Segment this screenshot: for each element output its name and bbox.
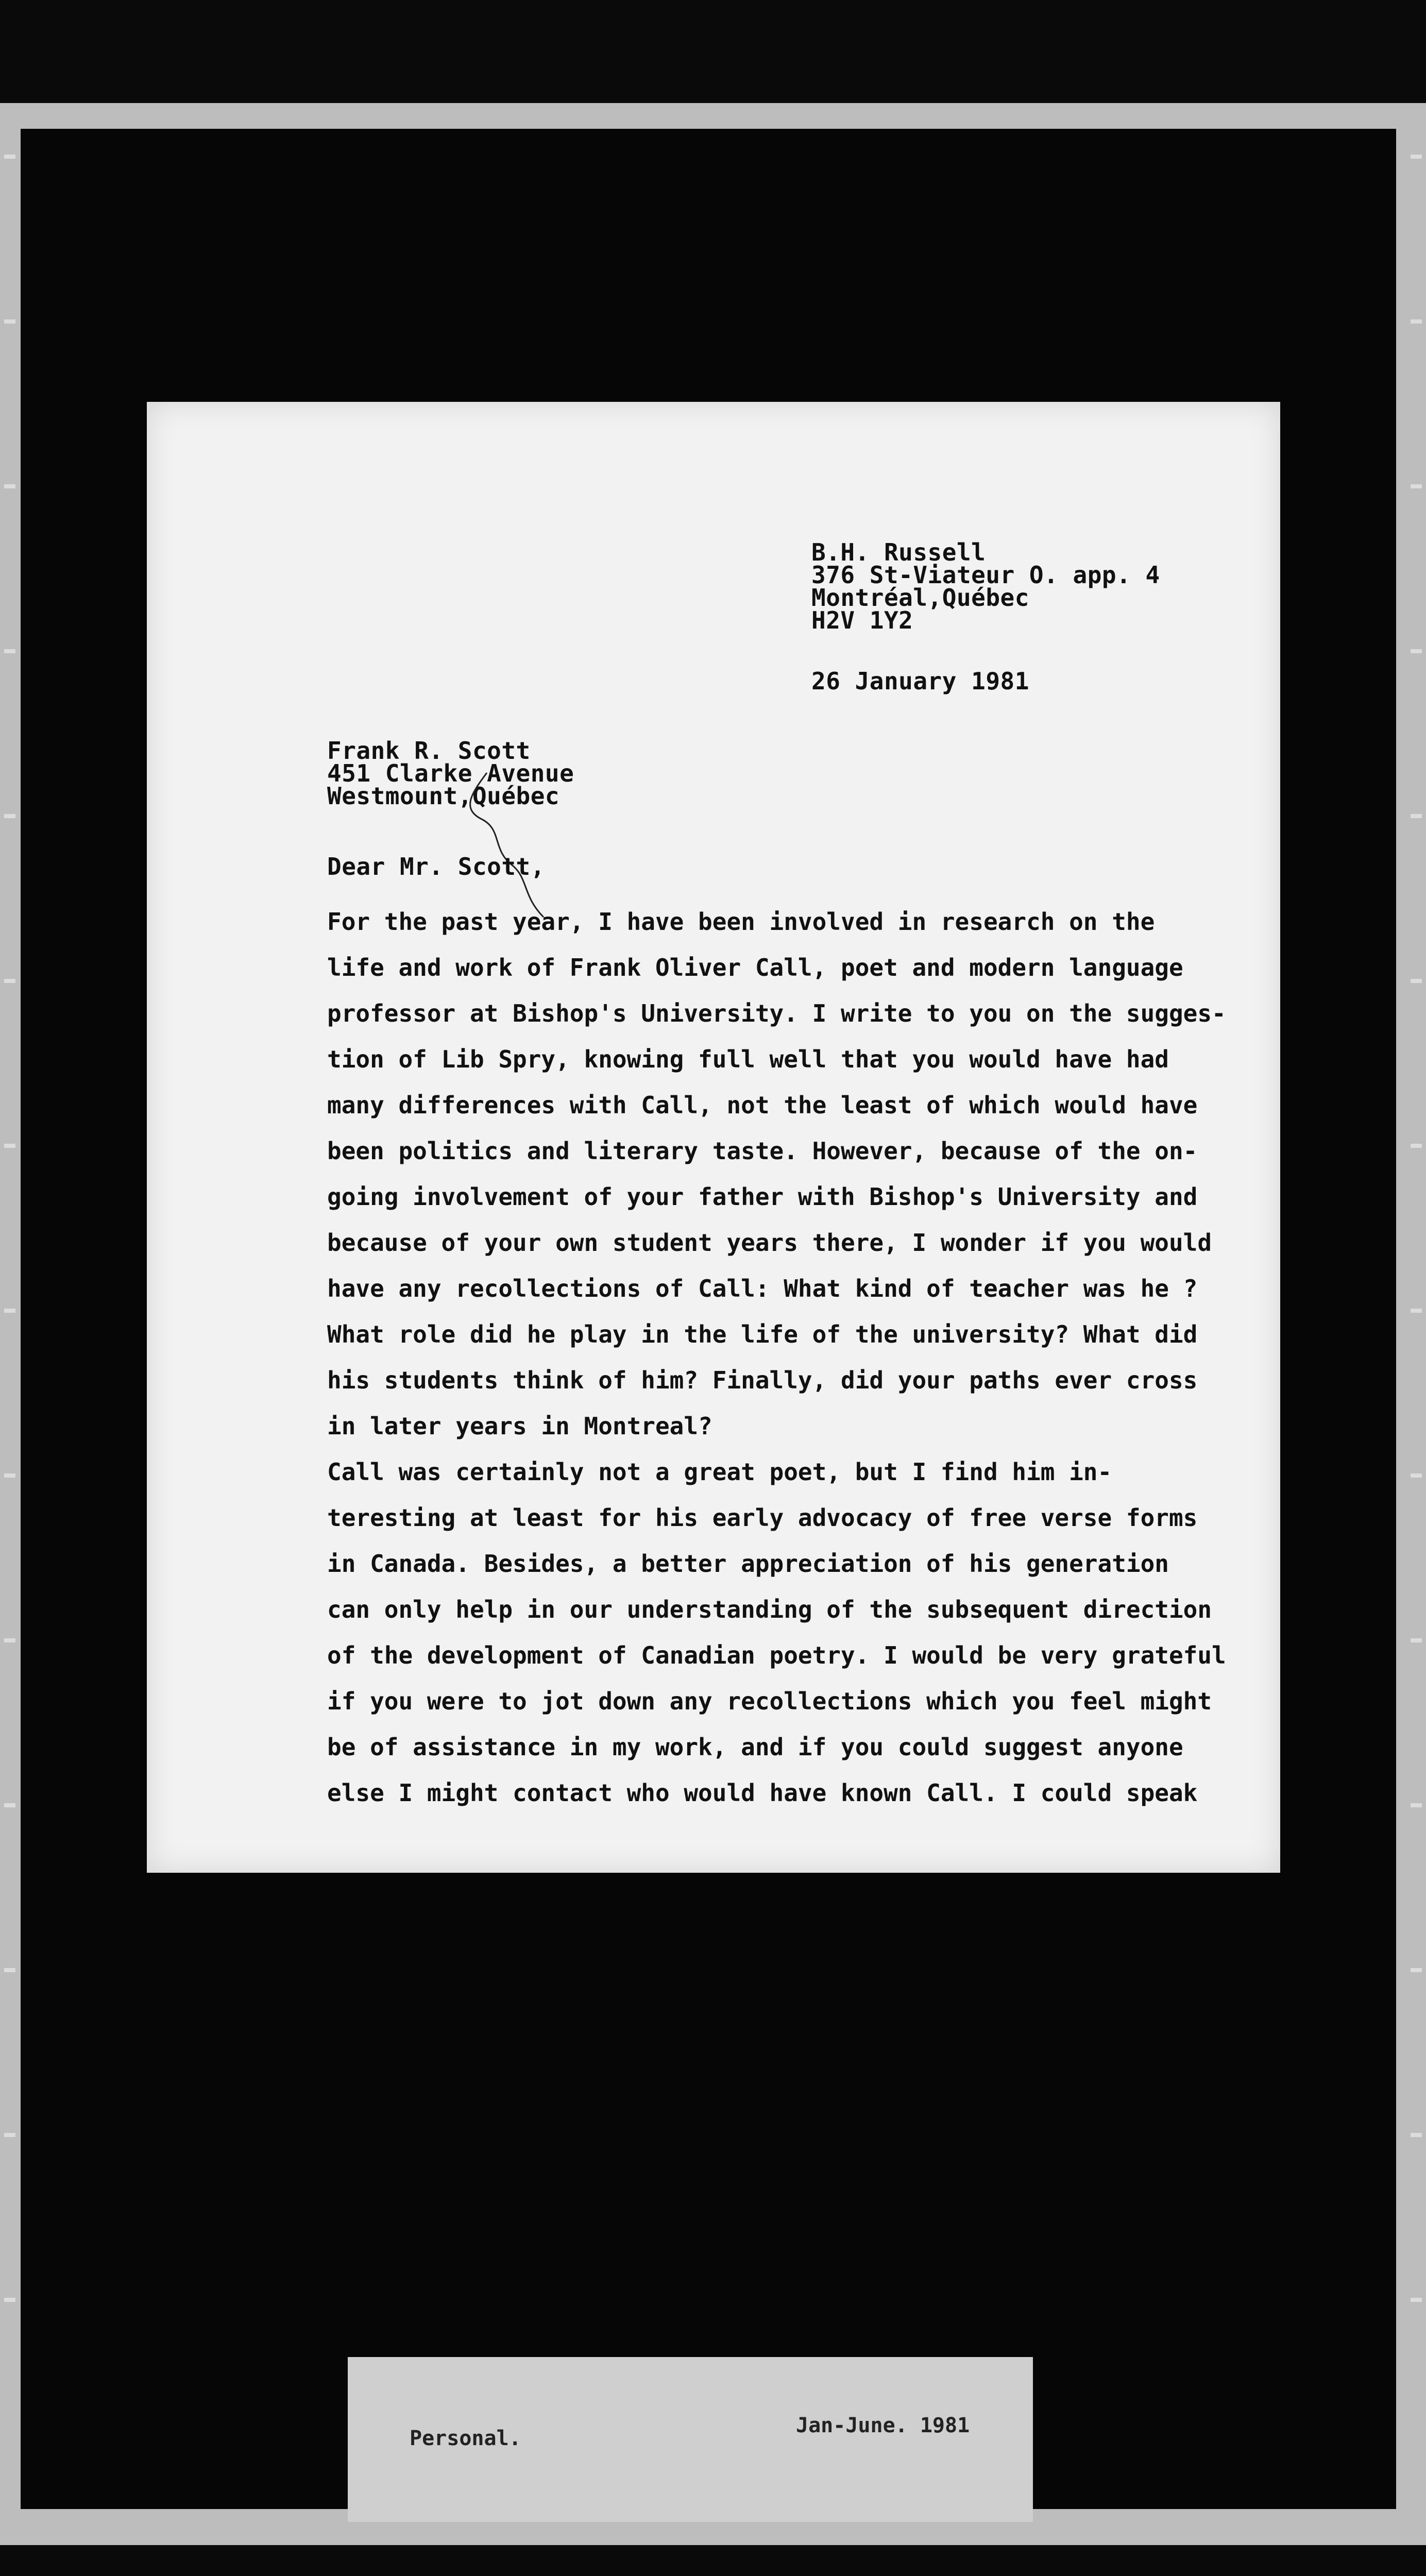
film-sprocket-mark (1411, 2133, 1422, 2137)
film-sprocket-mark (4, 979, 15, 983)
film-sprocket-mark (4, 1473, 15, 1478)
film-sprocket-mark (1411, 979, 1422, 983)
sender-line: 376 St-Viateur O. app. 4 (811, 561, 1160, 589)
film-sprocket-mark (1411, 1638, 1422, 1642)
recipient-line: Westmount,Québec (327, 782, 560, 810)
body-line: Call was certainly not a great poet, but I find him in- (327, 1458, 1112, 1486)
film-sprocket-mark (4, 319, 15, 324)
archive-label-card (348, 2357, 1033, 2522)
body-line: professor at Bishop's University. I write to you on the sugges- (327, 999, 1226, 1027)
film-sprocket-mark (4, 1309, 15, 1313)
sender-line: B.H. Russell (811, 538, 986, 566)
body-line: been politics and literary taste. However, because of the on- (327, 1137, 1198, 1165)
film-sprocket-mark (1411, 1803, 1422, 1807)
body-line: What role did he play in the life of the university? What did (327, 1320, 1198, 1348)
sender-line: Montréal,Québec (811, 584, 1029, 612)
body-line: be of assistance in my work, and if you could suggest anyone (327, 1733, 1183, 1761)
label-category: Personal. (410, 2427, 521, 2450)
film-sprocket-mark (1411, 1473, 1422, 1478)
body-line: For the past year, I have been involved in research on the (327, 908, 1155, 936)
film-sprocket-mark (1411, 484, 1422, 488)
film-sprocket-mark (4, 1968, 15, 1972)
label-date-range: Jan-June. 1981 (796, 2414, 970, 2437)
body-line: can only help in our understanding of the subsequent direction (327, 1596, 1212, 1623)
film-sprocket-mark (4, 484, 15, 488)
film-sprocket-mark (4, 1144, 15, 1148)
body-line: else I might contact who would have known Call. I could speak (327, 1779, 1198, 1807)
film-sprocket-mark (1411, 814, 1422, 818)
film-sprocket-mark (4, 1803, 15, 1807)
recipient-line: 451 Clarke Avenue (327, 759, 574, 787)
salutation: Dear Mr. Scott, (327, 853, 545, 880)
body-line: teresting at least for his early advocacy of free verse forms (327, 1504, 1198, 1532)
film-sprocket-mark (4, 814, 15, 818)
body-line: life and work of Frank Oliver Call, poet and modern language (327, 954, 1183, 981)
film-sprocket-mark (1411, 2298, 1422, 2302)
letter-page (147, 402, 1280, 1873)
film-sprocket-mark (1411, 1309, 1422, 1313)
film-sprocket-mark (4, 649, 15, 653)
film-sprocket-mark (1411, 1968, 1422, 1972)
body-line: tion of Lib Spry, knowing full well that you would have had (327, 1045, 1169, 1073)
letter-date: 26 January 1981 (811, 667, 1029, 695)
body-line: many differences with Call, not the least of which would have (327, 1091, 1198, 1119)
film-sprocket-mark (1411, 649, 1422, 653)
film-sprocket-mark (4, 2298, 15, 2302)
film-sprocket-mark (1411, 1144, 1422, 1148)
film-sprocket-mark (4, 155, 15, 159)
sender-line: H2V 1Y2 (811, 606, 913, 634)
recipient-line: Frank R. Scott (327, 737, 531, 765)
body-line: in later years in Montreal? (327, 1412, 712, 1440)
film-sprocket-mark (4, 2133, 15, 2137)
body-line: have any recollections of Call: What kind of teacher was he ? (327, 1275, 1198, 1302)
body-line: going involvement of your father with Bishop's University and (327, 1183, 1198, 1211)
film-sprocket-mark (1411, 319, 1422, 324)
film-sprocket-mark (1411, 155, 1422, 159)
body-line: if you were to jot down any recollections which you feel might (327, 1687, 1212, 1715)
letter-body (327, 899, 1226, 1816)
sender-address (811, 538, 1160, 634)
body-line: of the development of Canadian poetry. I would be very grateful (327, 1641, 1226, 1669)
film-sprocket-mark (4, 1638, 15, 1642)
body-line: in Canada. Besides, a better appreciation of his generation (327, 1550, 1169, 1578)
body-line: his students think of him? Finally, did your paths ever cross (327, 1366, 1198, 1394)
body-line: because of your own student years there, I wonder if you would (327, 1229, 1212, 1257)
